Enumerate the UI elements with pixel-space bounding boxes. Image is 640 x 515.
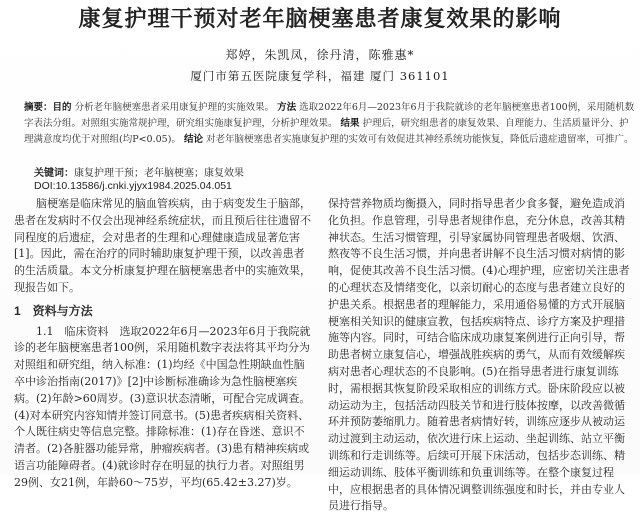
- left-column: [14, 196, 312, 492]
- keywords-line: [34, 164, 244, 179]
- objective-text: 分析老年脑梗塞患者采用康复护理的实施效果。: [74, 102, 275, 113]
- conclusion-label: 结论: [183, 134, 203, 145]
- abstract-label: 摘要：: [24, 102, 53, 113]
- result-label: 结果: [340, 118, 360, 129]
- result-text: 护理后，研究组患者的康复效果、自理能力、生活质量评分、护理满意度均优于对照组(均P<0.05)。: [24, 118, 629, 145]
- method-label: 方法: [277, 102, 297, 113]
- keywords-label: 关键词：: [34, 168, 74, 179]
- paper-authors: 郑婷，朱凯凤，徐丹清，陈雅惠*: [225, 48, 415, 62]
- conclusion-text: 对老年脑梗塞患者实施康复护理的实效可有效促进其神经系统功能恢复，降低后遗症遗留率，可推广。: [206, 134, 634, 145]
- paper-title: 康复护理干预对老年脑梗塞患者康复效果的影响: [78, 6, 562, 32]
- right-column: [328, 196, 634, 515]
- paper-affiliation: 厦门市第五医院康复学科，福建 厦门 361101: [190, 69, 450, 83]
- doi-link[interactable]: DOI:10.13586/j.cnki.yjyx1984.2025.04.051: [34, 180, 232, 192]
- nursing-methods-paragraph: 保持营养物质均衡摄入，同时指导患者少食多餐，避免造成消化负担。作息管理，引导患者规律作息，充分休息，改善其精神状态。生活习惯管理，引导家属协同管理患者吸烟、饮酒、熬夜等不良生活习惯，并向患者讲解不良生活习惯对病情的影响，促使其改善不良生活习惯。(4)心理护理，应密切关注患者的心理状态及情绪变化，以亲切耐心的态度与患者建立良好的护患关系。根据患者的理解能力，采用通俗易懂的方式开展脑梗塞相关知识的健康宣教，包括疾病特点、诊疗方案及护理措施等内容。同时，可结合临床成功康复案例进行正向引导，帮助患者树立康复信心，增强战胜疾病的勇气，从而有效缓解疾病对患者心理状态的不良影响。(5)在指导患者进行康复训练时，需根据其恢复阶段采取相应的训练方式。卧床阶段应以被动运动为主，包括活动四肢关节和进行肢体按摩，以改善微循环并预防萎缩肌力。随着患者病情好转，训练应逐步从被动运动过渡到主动运动，依次进行床上运动、坐起训练、站立平衡训练和行走训练等。后续可开展下床活动，包括步态训练、精细运动训练、肢体平衡训练和负重训练等。在整个康复过程中，应根据患者的具体情况调整训练强度和时长，并由专业人员进行指导。: [328, 197, 630, 513]
- method-text: 选取2022年6月—2023年6月于我院就诊的老年脑梗塞患者100例，采用随机数字表法分组。对照组实施常规护理，研究组实施康复护理，分析护理效果。: [24, 102, 635, 129]
- abstract: [24, 100, 636, 148]
- intro-paragraph: 脑梗塞是临床常见的脑血管疾病，由于病变发生于脑部，患者在发病时不仅会出现神经系统症状，而且预后往往遗留不同程度的后遗症，会对患者的生理和心理健康造成显著危害[1]。因此，需在治疗的同时辅助康复护理干预，以改善患者的生活质量。本文分析康复护理在脑梗塞患者中的实施效果，现报告如下。: [14, 197, 311, 294]
- objective-label: 目的: [52, 102, 72, 113]
- section-heading-materials-methods: 1 资料与方法: [14, 303, 93, 318]
- clinical-data-paragraph: 1.1 临床资料 选取2022年6月—2023年6月于我院就诊的老年脑梗塞患者100例，采用随机数字表法将其平均分为对照组和研究组，纳入标准：(1)均经《中国急性期缺血性脑卒中诊治指南(2017)》[2]中诊断标准确诊为急性脑梗塞疾病。(2)年龄>60周岁。(3)意识状态清晰，可配合完成调查。(4)对本研究内容知情并签订同意书。(5)患者疾病相关资料、个人既往病史等信息完整。排除标准：(1)存在昏迷、意识不清者。(2)各脏器功能异常，肿瘤疾病者。(3)患有精神疾病或语言功能障碍者。(4)就诊时存在明显的执行力者。对照组男29例、女21例，年龄60～75岁，平均(65.42±3.27)岁。: [14, 324, 311, 489]
- keywords-text: 康复护理干预；老年脑梗塞；康复效果: [74, 168, 244, 179]
